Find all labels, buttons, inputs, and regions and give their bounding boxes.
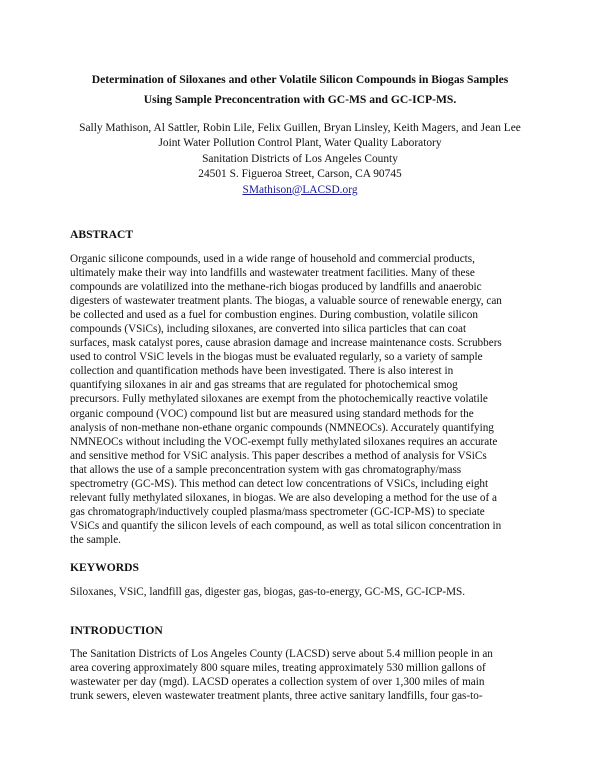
abstract-line: relevant fully methylated siloxanes, in biogas. We are also developing a method for the use of a — [70, 491, 497, 504]
introduction-line: The Sanitation Districts of Los Angeles County (LACSD) serve about 5.4 million people in an — [70, 648, 493, 660]
author-block — [20, 121, 580, 198]
title-line-1: Determination of Siloxanes and other Volatile Silicon Compounds in Biogas Samples — [91, 73, 509, 86]
abstract-line: precursors. Fully methylated siloxanes are exempt from the photochemically reactive volatile — [70, 393, 488, 406]
abstract-line: collection and quantification methods have been investigated. There is also interest in — [70, 365, 454, 378]
abstract-line: that allows the use of a sample preconcentration system with gas chromatography/mass — [70, 463, 462, 476]
abstract-body — [70, 252, 530, 547]
abstract-line: used to control VSiC levels in the biogas must be evaluated regularly, so a variety of sample — [70, 351, 483, 364]
abstract-line: surfaces, mask catalyst pores, cause abrasion damage and increase maintenance costs. Scrubbers — [70, 337, 502, 350]
abstract-line: VSiCs and quantify the silicon levels of each compound, as well as total silicon concentration in — [70, 519, 502, 532]
abstract-line: organic compound (VOC) compound list but are measured using standard methods for the — [70, 407, 474, 420]
introduction-heading: INTRODUCTION — [70, 624, 163, 637]
introduction-line: area covering approximately 800 square miles, treating approximately 530 million gallons of — [70, 662, 486, 675]
abstract-heading: ABSTRACT — [70, 228, 134, 241]
abstract-line: analysis of non-methane non-ethane organic compounds (NMNEOCs). Accurately quantifying — [70, 421, 494, 434]
abstract-line: the sample. — [70, 533, 121, 546]
abstract-line: Organic silicone compounds, used in a wide range of household and commercial products, — [70, 253, 475, 265]
introduction-line: wastewater per day (mgd). LACSD operates a collection system of over 1,300 miles of main — [70, 676, 485, 689]
abstract-line: spectrometry (GC-MS). This method can detect low concentrations of VSiCs, including eight — [70, 477, 489, 490]
author-names: Sally Mathison, Al Sattler, Robin Lile, Felix Guillen, Bryan Linsley, Keith Magers, and Jean Lee — [79, 122, 521, 134]
abstract-line: NMNEOCs without including the VOC-exempt fully methylated siloxanes requires an accurate — [70, 435, 498, 448]
abstract-line: compounds (VSiCs), including siloxanes, are converted into silica particles that can coat — [70, 323, 467, 336]
title-line-2: Using Sample Preconcentration with GC-MS and GC-ICP-MS. — [143, 93, 457, 106]
keywords-heading: KEYWORDS — [70, 561, 139, 574]
author-email-link[interactable]: SMathison@LACSD.org — [242, 183, 358, 196]
abstract-line: quantifying siloxanes in air and gas streams that are regulated for photochemical smog — [70, 379, 458, 392]
abstract-line: gas chromatograph/inductively coupled plasma/mass spectrometer (GC-ICP-MS) to speciate — [70, 505, 485, 518]
abstract-line: compounds are volatilized into the methane-rich biogas produced by landfills and anaerobic — [70, 281, 482, 294]
introduction-line: trunk sewers, eleven wastewater treatment plants, three active sanitary landfills, four gas-to- — [70, 690, 483, 703]
affiliation-plant: Joint Water Pollution Control Plant, Water Quality Laboratory — [158, 137, 442, 150]
keywords-text: Siloxanes, VSiC, landfill gas, digester gas, biogas, gas-to-energy, GC-MS, GC-ICP-MS. — [70, 586, 466, 598]
abstract-line: digesters of wastewater treatment plants. The biogas, a valuable source of renewable energy, can — [70, 295, 502, 308]
introduction-body — [70, 647, 530, 703]
abstract-line: and sensitive method for VSiC analysis. This paper describes a method of analysis for VSiCs — [70, 449, 487, 462]
abstract-line: ultimately make their way into landfills and wastewater treatment facilities. Many of these — [70, 267, 475, 280]
affiliation-districts: Sanitation Districts of Los Angeles County — [202, 152, 398, 165]
affiliation-address: 24501 S. Figueroa Street, Carson, CA 90745 — [198, 168, 402, 181]
paper-title — [40, 70, 560, 110]
abstract-line: be collected and used as a fuel for combustion engines. During combustion, volatile silicon — [70, 309, 478, 322]
